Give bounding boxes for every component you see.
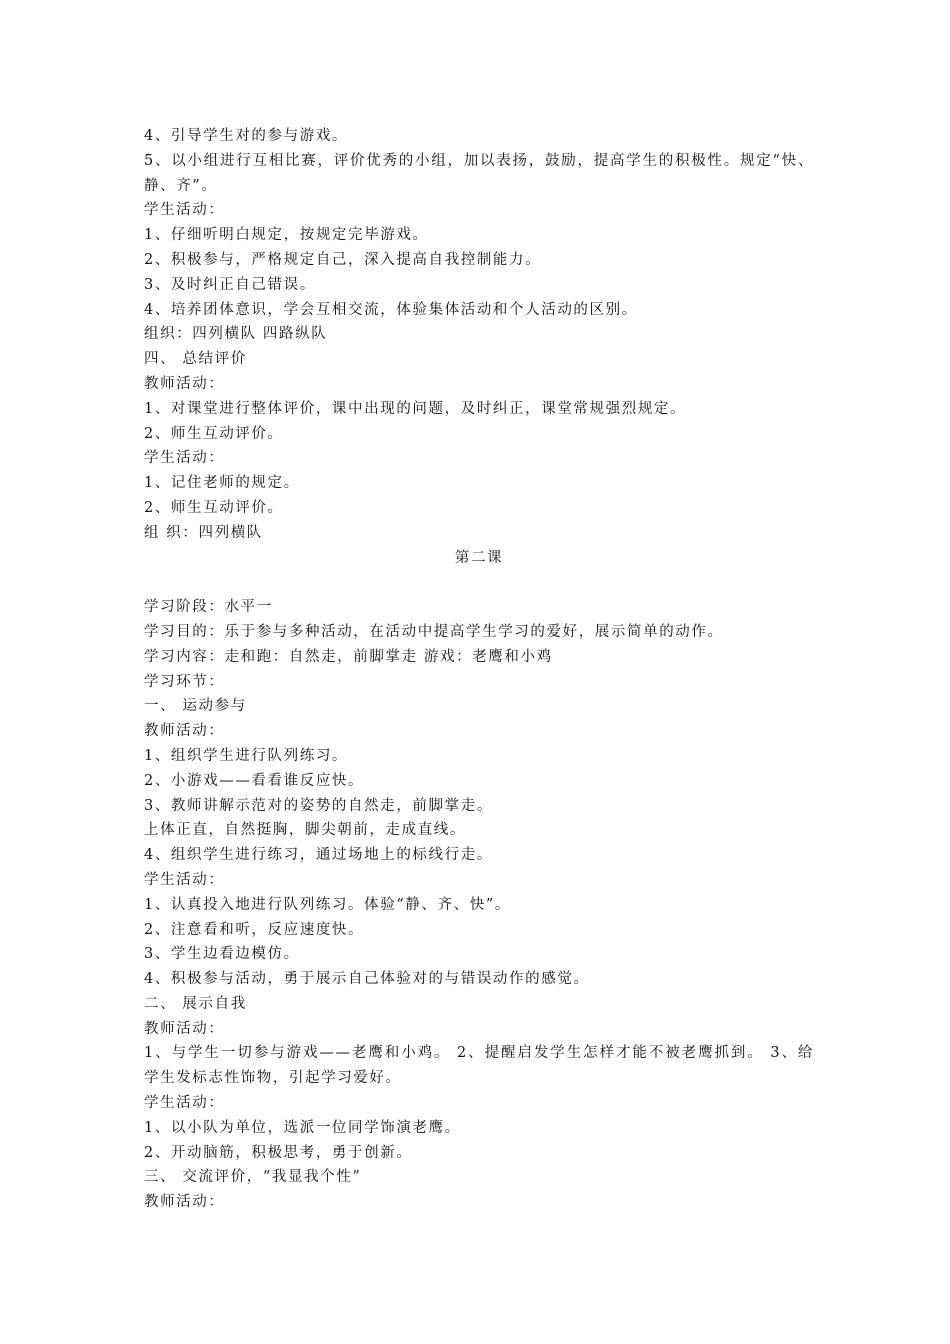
text-line: 1、认真投入地进行队列练习。体验“静、齐、快”。 (144, 896, 511, 913)
text-line: 3、教师讲解示范对的姿势的自然走，前脚掌走。 (144, 797, 493, 814)
section-label: 学生活动： (144, 450, 225, 467)
section-label: 学生活动： (144, 871, 225, 888)
document-page (144, 124, 814, 1215)
section-heading: 一、 运动参与 (144, 698, 247, 715)
section-label: 学生活动： (144, 1095, 225, 1112)
organization-line: 组织：四列横队 四路纵队 (144, 326, 328, 343)
text-paragraph: 5、以小组进行互相比赛，评价优秀的小组，加以表扬，鼓励，提高学生的积极性。规定“快、静、齐”。 (144, 152, 814, 194)
section-label: 教师活动： (144, 1194, 225, 1211)
section-label: 教师活动： (144, 1020, 225, 1037)
section-label: 教师活动： (144, 723, 225, 740)
text-line: 1、以小队为单位，选派一位同学饰演老鹰。 (144, 1119, 461, 1136)
text-line: 4、培养团体意识，学会互相交流，体验集体活动和个人活动的区别。 (144, 301, 638, 318)
section-heading: 二、 展示自我 (144, 995, 247, 1012)
text-line: 4、组织学生进行练习，通过场地上的标线行走。 (144, 847, 493, 864)
text-line: 学习目的：乐于参与多种活动，在活动中提高学生学习的爱好，展示简单的动作。 (144, 623, 724, 640)
text-paragraph: 1、与学生一切参与游戏——老鹰和小鸡。 2、提醒启发学生怎样才能不被老鹰抓到。 3、给学生发标志性饰物，引起学习爱好。 (144, 1045, 814, 1087)
text-line: 2、师生互动评价。 (144, 499, 284, 516)
organization-line: 组 织：四列横队 (144, 524, 263, 541)
section-heading: 三、 交流评价，“我显我个性” (144, 1169, 362, 1186)
text-line: 2、注意看和听，反应速度快。 (144, 921, 365, 938)
section-label: 学生活动： (144, 202, 225, 219)
text-line: 上体正直，自然挺胸，脚尖朝前，走成直线。 (144, 822, 466, 839)
text-line: 2、小游戏——看看谁反应快。 (144, 772, 365, 789)
section-label: 学习环节： (144, 673, 225, 690)
lesson-title: 第二课 (454, 549, 504, 566)
text-line: 1、记住老师的规定。 (144, 475, 300, 492)
text-line: 3、及时纠正自己错误。 (144, 276, 316, 293)
text-line: 1、对课堂进行整体评价，课中出现的问题，及时纠正，课堂常规强烈规定。 (144, 400, 687, 417)
text-line: 2、开动脑筋，积极思考，勇于创新。 (144, 1144, 413, 1161)
text-line: 2、积极参与，严格规定自己，深入提高自我控制能力。 (144, 251, 542, 268)
text-line: 2、师生互动评价。 (144, 425, 284, 442)
text-line: 学习内容：走和跑：自然走，前脚掌走 游戏：老鹰和小鸡 (144, 648, 553, 665)
section-label: 教师活动： (144, 375, 225, 392)
text-line: 1、组织学生进行队列练习。 (144, 747, 349, 764)
text-line: 4、引导学生对的参与游戏。 (144, 128, 349, 144)
text-line: 学习阶段：水平一 (144, 599, 273, 616)
text-line: 1、仔细听明白规定，按规定完毕游戏。 (144, 227, 429, 244)
text-line: 3、学生边看边模仿。 (144, 946, 300, 963)
text-line: 4、积极参与活动，勇于展示自己体验对的与错误动作的感觉。 (144, 971, 590, 988)
section-heading: 四、 总结评价 (144, 351, 247, 368)
